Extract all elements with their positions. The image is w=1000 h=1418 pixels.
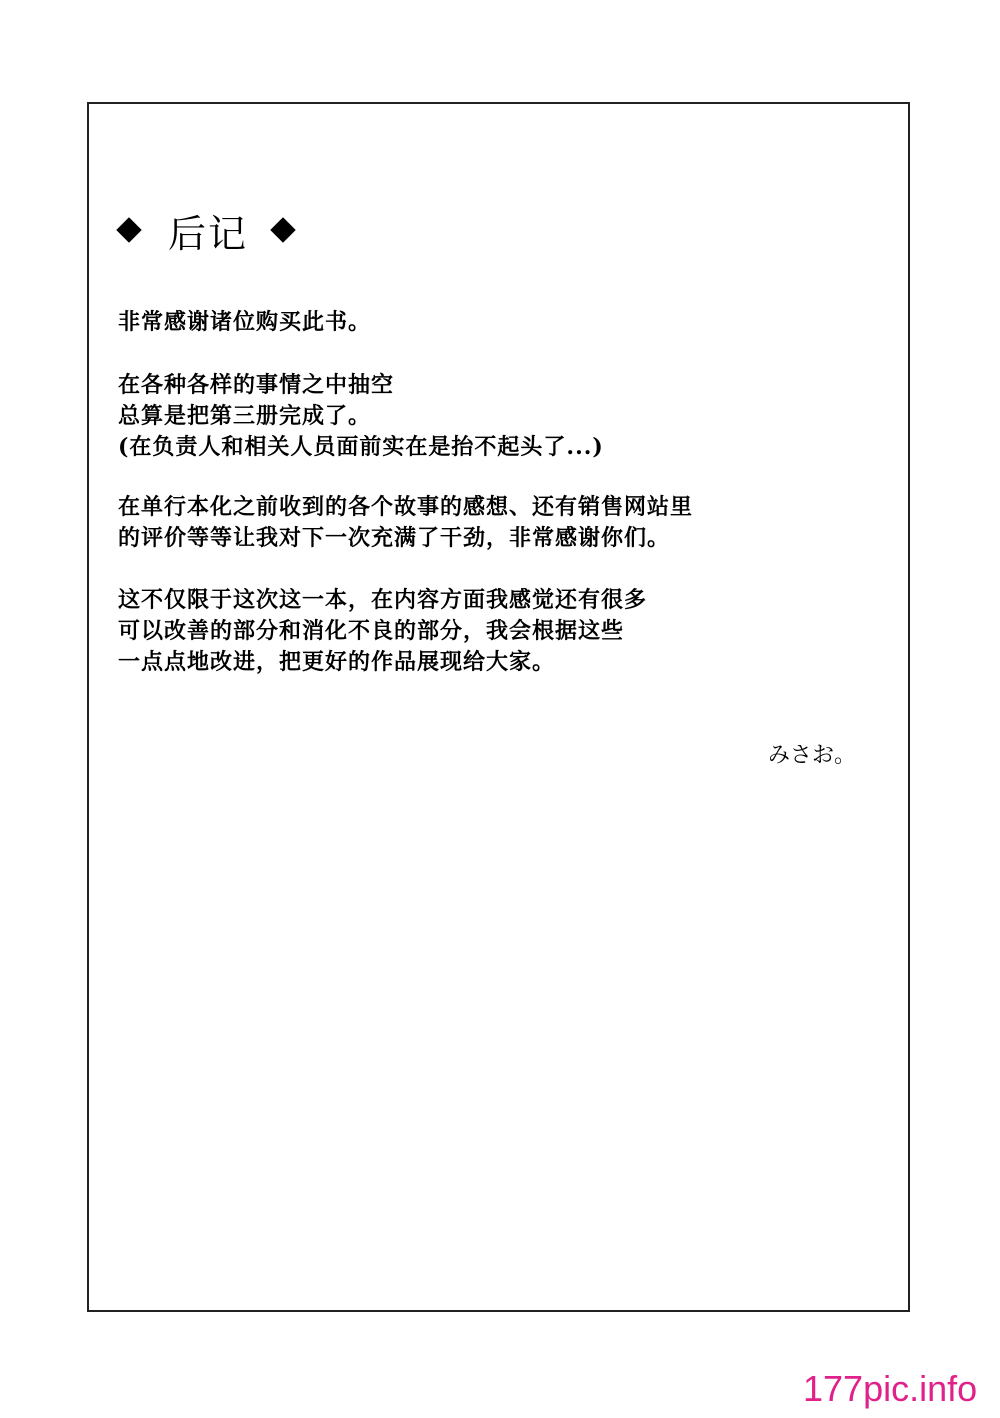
- paragraph-improvement: [118, 585, 647, 678]
- site-watermark: 177pic.info: [803, 1368, 978, 1409]
- page-frame: [87, 102, 910, 1312]
- text-line: 的评价等等让我对下一次充满了干劲，非常感谢你们。: [118, 525, 671, 551]
- paragraph-feedback: [118, 492, 693, 554]
- paragraph-thanks: [118, 307, 371, 338]
- text-line: (在负责人和相关人员面前实在是抬不起头了...): [118, 434, 604, 460]
- paragraph-completion: [118, 370, 604, 463]
- diamond-left-icon: [116, 217, 141, 242]
- heading-title: 后记: [168, 211, 249, 256]
- text-line: 在单行本化之前收到的各个故事的感想、还有销售网站里: [118, 494, 694, 520]
- afterword-heading: [120, 200, 292, 260]
- text-line: 可以改善的部分和消化不良的部分，我会根据这些: [118, 618, 625, 644]
- text-line: 在各种各样的事情之中抽空: [118, 372, 395, 398]
- text-line: 一点点地改进，把更好的作品展现给大家。: [118, 649, 556, 675]
- text-line: 总算是把第三册完成了。: [118, 403, 372, 429]
- diamond-right-icon: [270, 217, 295, 242]
- text-line: 这不仅限于这次这一本，在内容方面我感觉还有很多: [118, 587, 648, 613]
- text-line: 非常感谢诸位购买此书。: [118, 309, 372, 335]
- author-signature: みさお。: [768, 743, 857, 768]
